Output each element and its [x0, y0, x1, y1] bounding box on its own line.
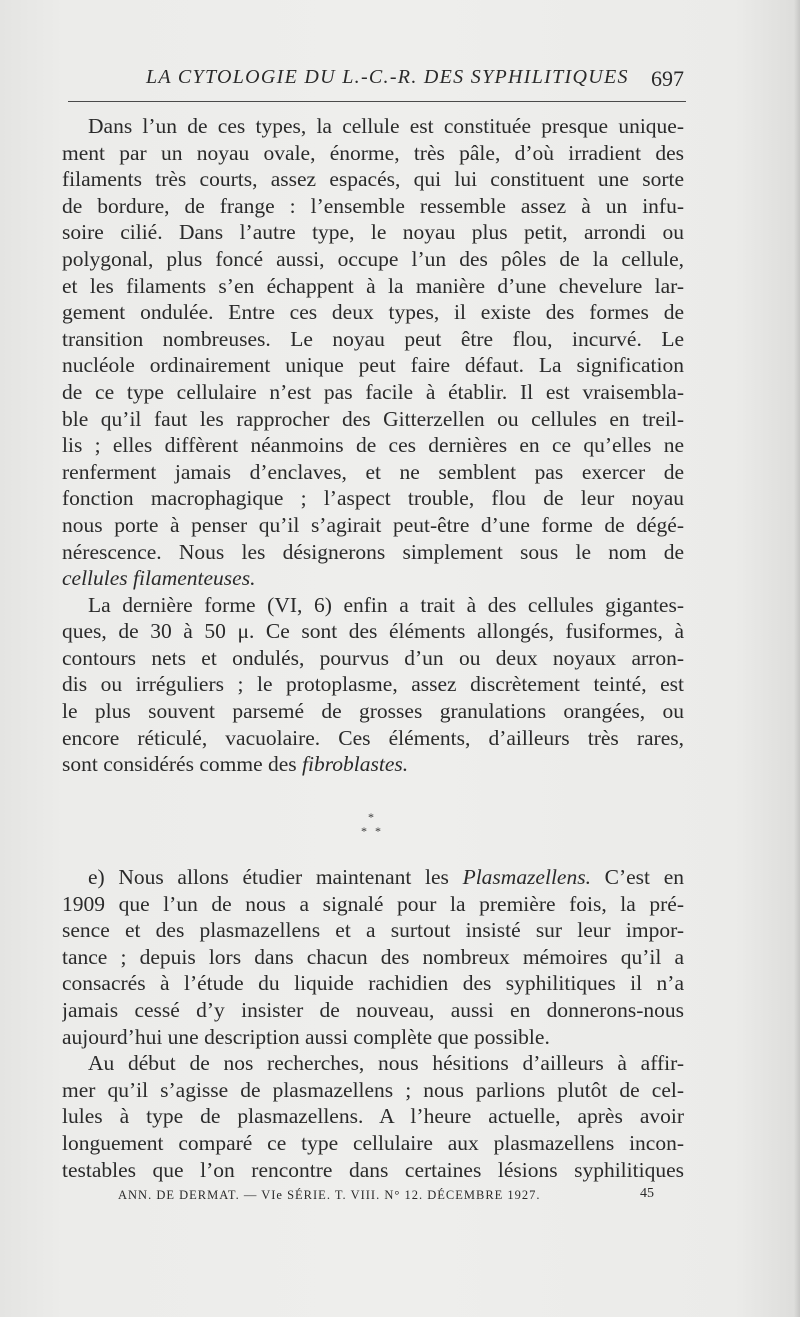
paragraph-3-first-line: [62, 864, 684, 891]
text-line: lis ; elles diffèrent néanmoins de ces dernières en ce qu’elles ne: [62, 433, 684, 458]
body-text-lower: [62, 864, 684, 1183]
text-line: transition nombreuses. Le noyau peut être flou, incurvé. Le: [62, 326, 684, 351]
text-line: ment par un noyau ovale, énorme, très pâle, d’où irradient des: [62, 140, 684, 165]
text-line: nérescence. Nous les désignerons simplement sous le nom de: [62, 539, 684, 564]
running-head: [62, 66, 684, 96]
asterism-star: *: [375, 824, 381, 838]
paragraph-3-first-suffix: C’est en: [590, 865, 684, 889]
text-line: le plus souvent parsemé de grosses granulations orangées, ou: [62, 699, 684, 724]
text-line: ques, de 30 à 50 μ. Ce sont des éléments allongés, fusiformes, à: [62, 619, 684, 644]
paragraph-1: [62, 113, 684, 565]
text-line: aujourd’hui une description aussi complète que possible.: [62, 1024, 550, 1049]
text-line: soire cilié. Dans l’autre type, le noyau plus petit, arrondi ou: [62, 220, 684, 245]
text-line: de ce type cellulaire n’est pas facile à établir. Il est vraisembla-: [62, 379, 684, 404]
text-line: testables que l’on rencontre dans certaines lésions syphilitiques: [62, 1157, 684, 1182]
text-line: fonction macrophagique ; l’aspect trouble, flou de leur noyau: [62, 486, 684, 511]
footer-citation: ANN. DE DERMAT. — VIe SÉRIE. T. VIII. N° 12. DÉCEMBRE 1927.: [118, 1188, 541, 1202]
text-line: contours nets et ondulés, pourvus d’un ou deux noyaux arron-: [62, 645, 684, 670]
text-line: nucléole ordinairement unique peut faire défaut. La signification: [62, 353, 684, 378]
page-number: 697: [651, 66, 684, 91]
text-line: mer qu’il s’agisse de plasmazellens ; nous parlions plutôt de cel-: [62, 1077, 684, 1102]
text-line: longuement comparé ce type cellulaire aux plasmazellens incon-: [62, 1130, 684, 1155]
text-line: sence et des plasmazellens et a surtout insisté sur leur impor-: [62, 918, 684, 943]
paragraph-3-first-prefix: e) Nous allons étudier maintenant les: [88, 865, 463, 889]
page-edge-shadow: [794, 0, 800, 1317]
text-line: Au début de nos recherches, nous hésitions d’ailleurs à affir-: [88, 1051, 684, 1076]
text-line: dis ou irréguliers ; le protoplasme, assez discrètement teinté, est: [62, 672, 684, 697]
text-line: renferment jamais d’enclaves, et ne semblent pas exercer de: [62, 459, 684, 484]
text-line: de bordure, de frange : l’ensemble ressemble assez à un infu-: [62, 193, 684, 218]
text-line: consacrés à l’étude du liquide rachidien des syphilitiques il n’a: [62, 971, 684, 996]
text-line: ble qu’il faut les rapprocher des Gitterzellen ou cellules en treil-: [62, 406, 684, 431]
asterism-star: *: [368, 810, 374, 824]
text-line: Dans l’un de ces types, la cellule est constituée presque unique-: [88, 114, 684, 138]
header-rule: [68, 101, 686, 102]
paragraph-4: [62, 1050, 684, 1183]
text-line: nous porte à penser qu’il s’agirait peut-être d’une forme de dégé-: [62, 512, 684, 537]
text-line: jamais cessé d’y insister de nouveau, aussi en donnerons-nous: [62, 997, 684, 1022]
paragraph-2-end-text: sont considérés comme des: [62, 752, 303, 777]
text-line: et les filaments s’en échappent à la manière d’une chevelure lar-: [62, 273, 684, 298]
text-line: lules à type de plasmazellens. A l’heure actuelle, après avoir: [62, 1104, 684, 1129]
body-text-upper: [62, 113, 684, 778]
text-line: La dernière forme (VI, 6) enfin a trait à des cellules gigantes-: [88, 592, 684, 617]
italic-term: Plasmazellens.: [462, 865, 591, 889]
paragraph-2: [62, 592, 684, 752]
text-line: gement ondulée. Entre ces deux types, il existe des formes de: [62, 300, 684, 325]
asterism: [356, 810, 390, 844]
footer-signature: 45: [640, 1186, 654, 1201]
italic-term: cellules filamenteuses.: [62, 566, 256, 591]
paragraph-2-end: [62, 751, 684, 778]
text-line: 1909 que l’un de nous a signalé pour la première fois, la pré-: [62, 891, 684, 916]
paragraph-1-end: [62, 565, 684, 592]
text-line: encore réticulé, vacuolaire. Ces éléments, d’ailleurs très rares,: [62, 725, 684, 750]
text-line: filaments très courts, assez espacés, qui lui constituent une sorte: [62, 167, 684, 192]
italic-term: fibroblastes.: [302, 752, 409, 777]
paragraph-3: [62, 891, 684, 1051]
text-line: polygonal, plus foncé aussi, occupe l’un des pôles de la cellule,: [62, 246, 684, 271]
asterism-star: *: [361, 824, 367, 838]
running-title: LA CYTOLOGIE DU L.-C.-R. DES SYPHILITIQUES: [146, 66, 629, 88]
text-line: tance ; depuis lors dans chacun des nombreux mémoires qu’il a: [62, 944, 684, 969]
